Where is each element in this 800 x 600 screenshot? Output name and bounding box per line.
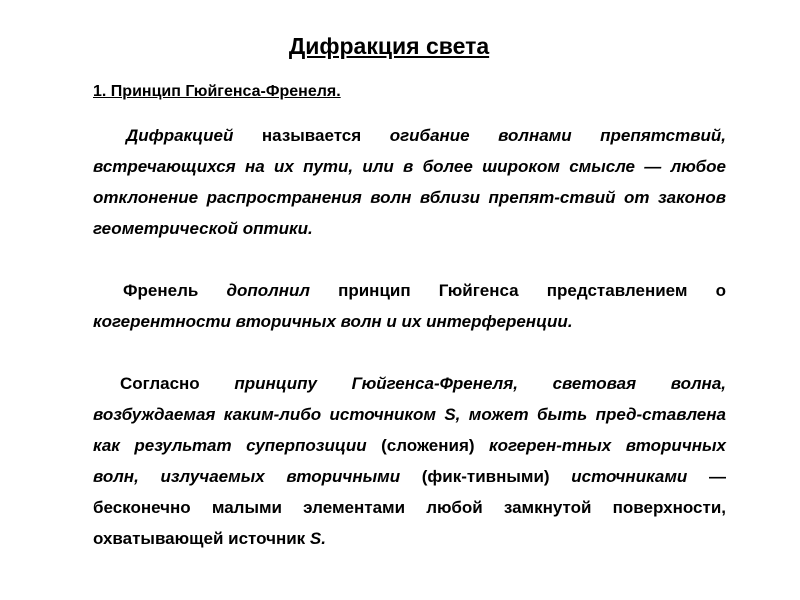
text-run: Согласно <box>120 374 235 393</box>
text-run: источниками <box>571 467 688 486</box>
text-run: когерентности вторичных волн и их интерференции. <box>93 312 573 331</box>
body-text <box>93 120 726 554</box>
text-run: огибание волнами препятствий, встречающихся на их пути, или в более широком смысле — любое отклонение распространения волн вблизи препят-ствий от законов геометрической оптики. <box>93 126 726 238</box>
section-heading: 1. Принцип Гюйгенса-Френеля. <box>93 83 341 100</box>
text-run: (сложения) <box>366 436 490 455</box>
page-title: Дифракция света <box>288 33 490 59</box>
paragraph-spacer <box>93 337 726 368</box>
text-run: S. <box>309 529 326 548</box>
paragraph-definition <box>93 120 726 244</box>
text-run: когерен-тных вторичных волн, излучаемых вторичными <box>93 436 726 486</box>
text-run: принцип Гюйгенса представлением о <box>309 281 726 300</box>
text-run: дополнил <box>226 281 310 300</box>
text-run: Дифракцией <box>126 126 234 145</box>
paragraph-spacer <box>93 244 726 275</box>
text-run: называется <box>233 126 390 145</box>
paragraph-principle <box>93 368 726 554</box>
text-run: (фик-тивными) <box>400 467 572 486</box>
text-run: — бесконечно малыми элементами любой замкнутой поверхности, охватывающей источник <box>93 467 726 548</box>
text-run: принципу Гюйгенса-Френеля, световая волна, возбуждаемая каким-либо источником S, может быть пред-ставлена как результат суперпозиции <box>93 374 726 455</box>
paragraph-fresnel <box>93 275 726 337</box>
text-run: Френель <box>123 281 227 300</box>
